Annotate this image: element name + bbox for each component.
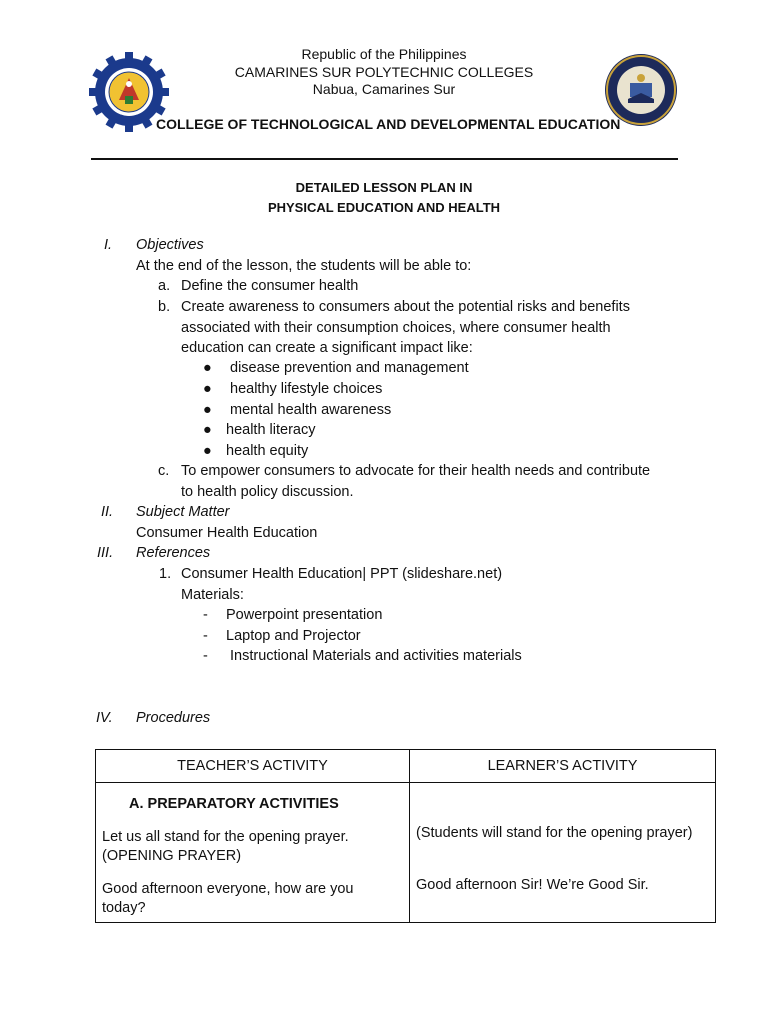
activity-table xyxy=(95,749,716,923)
republic-line: Republic of the Philippines xyxy=(301,46,467,62)
bullet-item: disease prevention and management xyxy=(230,360,469,376)
list-number: 1. xyxy=(159,566,172,582)
material-item: Laptop and Projector xyxy=(226,628,361,644)
teacher-line: Let us all stand for the opening prayer. xyxy=(102,829,349,845)
document-subtitle: PHYSICAL EDUCATION AND HEALTH xyxy=(267,200,501,215)
spacer xyxy=(416,810,709,824)
objective-item: Create awareness to consumers about the potential risks and benefits xyxy=(181,299,630,315)
dash-icon: - xyxy=(203,628,208,644)
bullet-icon: ● xyxy=(203,422,212,438)
list-letter: b. xyxy=(158,299,171,315)
college-name: COLLEGE OF TECHNOLOGICAL AND DEVELOPMENTAL EDUCATION xyxy=(156,116,621,132)
dash-icon: - xyxy=(203,607,208,623)
list-letter: c. xyxy=(158,463,170,479)
column-header: LEARNER’S ACTIVITY xyxy=(410,750,716,783)
teacher-line: today? xyxy=(102,900,146,916)
material-item: Powerpoint presentation xyxy=(226,607,383,623)
spacer xyxy=(102,866,403,880)
bullet-icon: ● xyxy=(203,402,212,418)
section-number: IV. xyxy=(96,710,113,726)
bullet-item: healthy lifestyle choices xyxy=(230,381,383,397)
column-header: TEACHER’S ACTIVITY xyxy=(96,750,410,783)
learner-line: Good afternoon Sir! We’re Good Sir. xyxy=(416,877,649,893)
objective-item-continued: education can create a significant impact like: xyxy=(181,340,473,356)
learner-cell xyxy=(410,783,716,923)
section-heading: Procedures xyxy=(136,710,211,726)
bullet-item: mental health awareness xyxy=(230,402,392,418)
learner-line: (Students will stand for the opening prayer) xyxy=(416,825,693,841)
header-divider xyxy=(91,158,678,160)
table-header-row xyxy=(96,750,716,783)
spacer xyxy=(416,787,709,810)
objective-item-continued: to health policy discussion. xyxy=(181,484,354,500)
section-heading: Objectives xyxy=(136,237,204,253)
objective-item: Define the consumer health xyxy=(181,278,359,294)
dash-icon: - xyxy=(203,648,208,664)
bullet-item: health equity xyxy=(226,443,309,459)
material-item: Instructional Materials and activities materials xyxy=(230,648,522,664)
teacher-line: Good afternoon everyone, how are you xyxy=(102,881,354,897)
spacer xyxy=(102,814,403,828)
bullet-icon: ● xyxy=(203,443,212,459)
bullet-icon: ● xyxy=(203,381,212,397)
bullet-icon: ● xyxy=(203,360,212,376)
list-letter: a. xyxy=(158,278,171,294)
reference-item: Consumer Health Education| PPT (slideshare.net) xyxy=(181,566,503,582)
objectives-intro: At the end of the lesson, the students will be able to: xyxy=(136,258,472,274)
institution-name: CAMARINES SUR POLYTECHNIC COLLEGES xyxy=(234,64,534,80)
section-label: A. PREPARATORY ACTIVITIES xyxy=(129,796,339,812)
document-title: DETAILED LESSON PLAN IN xyxy=(295,180,473,195)
spacer xyxy=(416,843,709,862)
section-number: III. xyxy=(97,545,114,561)
teacher-cell xyxy=(96,783,410,923)
section-heading: References xyxy=(136,545,211,561)
institution-address: Nabua, Camarines Sur xyxy=(312,81,456,97)
bullet-item: health literacy xyxy=(226,422,316,438)
section-number: II. xyxy=(101,504,114,520)
materials-label: Materials: xyxy=(181,587,244,603)
table-row xyxy=(96,783,716,923)
spacer xyxy=(416,862,709,876)
section-heading: Subject Matter xyxy=(136,504,230,520)
subject-text: Consumer Health Education xyxy=(136,525,318,541)
objective-item-continued: associated with their consumption choices, where consumer health xyxy=(181,320,611,336)
section-number: I. xyxy=(104,237,113,253)
objective-item: To empower consumers to advocate for their health needs and contribute xyxy=(181,463,651,479)
teacher-line: (OPENING PRAYER) xyxy=(102,848,242,864)
